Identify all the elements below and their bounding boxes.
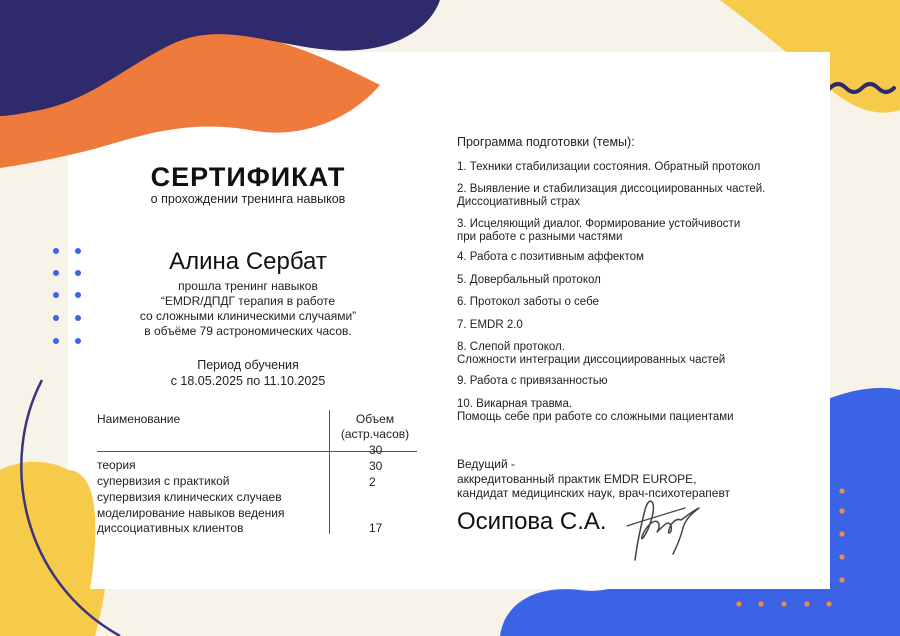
- row-hours: 2: [369, 475, 376, 489]
- program-topic: [457, 251, 817, 264]
- topic-line1: 5. Довербальный протокол: [457, 274, 601, 286]
- period-label: Период обучения: [197, 358, 299, 372]
- topic-line1: 9. Работа с привязанностью: [457, 375, 608, 387]
- topic-line1: 6. Протокол заботы о себе: [457, 296, 599, 308]
- topic-line1: 1. Техники стабилизации состояния. Обратный протокол: [457, 161, 761, 173]
- program-topic: [457, 296, 817, 309]
- topic-line2: Диссоциативный страх: [457, 195, 580, 208]
- row-name: супервизия клинических случаев: [97, 490, 282, 504]
- certificate-subtitle: о прохождении тренинга навыков: [150, 192, 346, 206]
- row-name: теория: [97, 458, 136, 472]
- body-line: прошла тренинг навыков: [178, 279, 318, 293]
- program-topic: [457, 161, 817, 174]
- topic-line2: при работе с разными частями: [457, 230, 623, 243]
- topic-line1: 7. EMDR 2.0: [457, 319, 523, 331]
- program-topic: [457, 183, 817, 208]
- program-topic: [457, 319, 817, 332]
- row-name-line2: диссоциативных клиентов: [97, 521, 244, 535]
- program-topic: [457, 375, 817, 388]
- period-dates: с 18.05.2025 по 11.10.2025: [170, 374, 326, 388]
- dots-right: [733, 485, 853, 615]
- handwritten-signature: [605, 490, 715, 565]
- row-hours: 30: [369, 443, 383, 457]
- signatory-role-line2: аккредитованный практик EMDR EUROPE,: [457, 471, 697, 486]
- signatory-role-line3: кандидат медицинских наук, врач-психотерапевт: [457, 486, 731, 500]
- column-header-volume-line1: Объем: [355, 412, 395, 426]
- program-title: Программа подготовки (темы):: [457, 135, 635, 149]
- program-topic: [457, 274, 817, 287]
- certificate-body: [68, 279, 428, 339]
- signatory-name: Осипова С.А.: [457, 508, 607, 535]
- topic-line1: 8. Слепой протокол.: [457, 341, 565, 353]
- body-line: “EMDR/ДПДГ терапия в работе: [160, 294, 336, 308]
- column-header-volume: [335, 412, 415, 442]
- row-hours: 30: [369, 459, 383, 473]
- yellow-blob-card-overlap: [68, 470, 95, 589]
- row-name: супервизия с практикой: [97, 474, 230, 488]
- recipient-name: Алина Сербат: [169, 248, 327, 275]
- topic-line2: Сложности интеграции диссоциированных частей: [457, 353, 726, 366]
- topic-line1: 3. Исцеляющий диалог. Формирование устойчивости: [457, 218, 741, 230]
- topic-line1: 2. Выявление и стабилизация диссоциированных частей.: [457, 183, 766, 195]
- row-hours: 17: [369, 521, 383, 535]
- topic-line2: Помощь себе при работе со сложными пациентами: [457, 410, 734, 423]
- body-line: в объёме 79 астрономических часов.: [144, 324, 352, 338]
- program-topic: [457, 398, 817, 423]
- row-name: [97, 506, 327, 536]
- program-topic: [457, 341, 817, 366]
- body-line: со сложными клиническими случаями”: [139, 309, 357, 323]
- training-period: [68, 357, 428, 389]
- column-header-name: Наименование: [97, 412, 181, 426]
- program-topic: [457, 218, 817, 243]
- topic-line1: 10. Викарная травма.: [457, 398, 573, 410]
- signatory-role-line1: Ведущий -: [457, 457, 516, 471]
- certificate-title: СЕРТИФИКАТ: [150, 162, 346, 192]
- column-header-volume-line2: (астр.часов): [340, 427, 410, 441]
- row-name-line1: моделирование навыков ведения: [97, 506, 285, 520]
- topic-line1: 4. Работа с позитивным аффектом: [457, 251, 644, 263]
- table-row: [97, 506, 417, 536]
